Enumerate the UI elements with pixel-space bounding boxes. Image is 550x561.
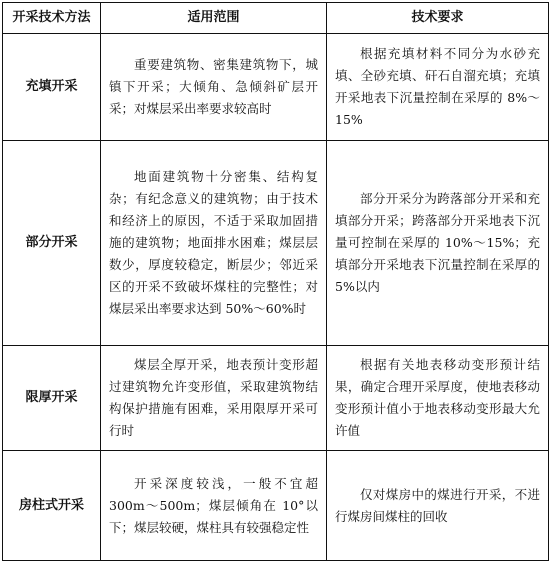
- header-method: 开采技术方法: [3, 3, 101, 34]
- method-cell: 房柱式开采: [3, 451, 101, 561]
- method-cell: 部分开采: [3, 141, 101, 346]
- requirement-cell: 根据有关地表移动变形预计结果，确定合理开采厚度，使地表移动变形预计值小于地表移动变形最大允许值: [327, 346, 549, 451]
- header-requirement: 技术要求: [327, 3, 549, 34]
- table-row: [3, 141, 549, 346]
- table-row: [3, 34, 549, 141]
- table-row: [3, 346, 549, 451]
- scope-cell: 重要建筑物、密集建筑物下，城镇下开采；大倾角、急倾斜矿层开采；对煤层采出率要求较高时: [101, 34, 327, 141]
- header-scope: 适用范围: [101, 3, 327, 34]
- requirement-cell: 仅对煤房中的煤进行开采，不进行煤房间煤柱的回收: [327, 451, 549, 561]
- requirement-cell: 根据充填材料不同分为水砂充填、全砂充填、矸石自溜充填；充填开采地表下沉量控制在采厚的 8%～15%: [327, 34, 549, 141]
- requirement-cell: 部分开采分为跨落部分开采和充填部分开采；跨落部分开采地表下沉量可控制在采厚的 10%～15%；充填部分开采地表下沉量控制在采厚的 5%以内: [327, 141, 549, 346]
- table-row: [3, 451, 549, 561]
- mining-methods-table: [2, 2, 549, 561]
- scope-cell: 煤层全厚开采，地表预计变形超过建筑物允许变形值，采取建筑物结构保护措施有困难，采用限厚开采可行时: [101, 346, 327, 451]
- method-cell: 充填开采: [3, 34, 101, 141]
- header-row: [3, 3, 549, 34]
- scope-cell: 开采深度较浅，一般不宜超 300m～500m；煤层倾角在 10°以下；煤层较硬，煤柱具有较强稳定性: [101, 451, 327, 561]
- scope-cell: 地面建筑物十分密集、结构复杂；有纪念意义的建筑物；由于技术和经济上的原因，不适于采取加固措施的建筑物；地面排水困难；煤层层数少，厚度较稳定，断层少；邻近采区的开采不致破坏煤柱的完整性；对煤层采出率要求达到 50%～60%时: [101, 141, 327, 346]
- method-cell: 限厚开采: [3, 346, 101, 451]
